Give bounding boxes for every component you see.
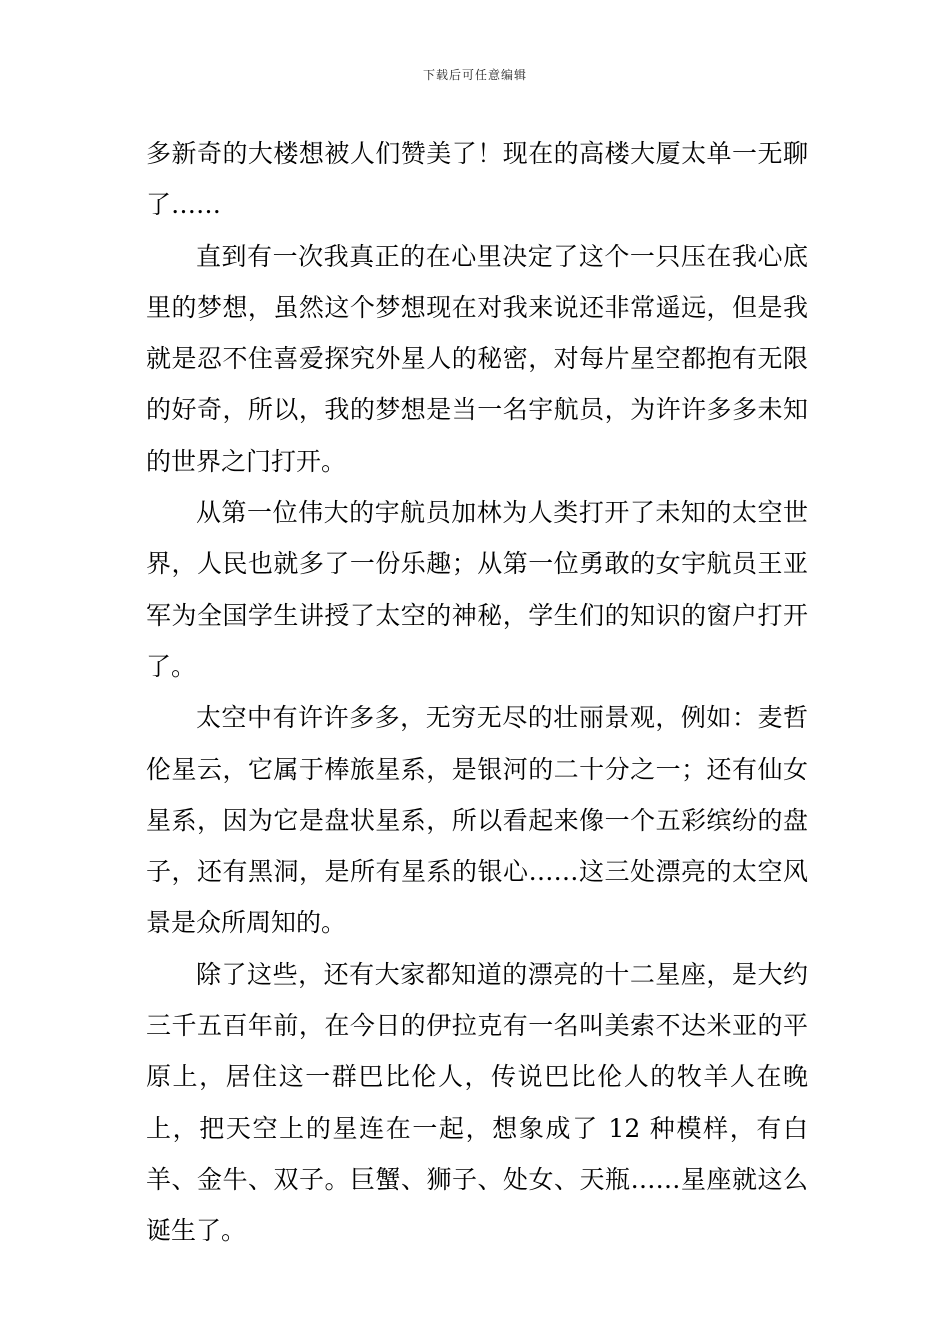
document-body (146, 128, 808, 1257)
paragraph-continuation: 多新奇的大楼想被人们赞美了！现在的高楼大厦太单一无聊了…… (146, 139, 808, 220)
paragraph-dream: 直到有一次我真正的在心里决定了这个一只压在我心底里的梦想，虽然这个梦想现在对我来说还非常遥远，但是我就是忍不住喜爱探究外星人的秘密，对每片星空都抱有无限的好奇，所以，我的梦想是当一名宇航员，为许许多多未知的世界之门打开。 (146, 241, 808, 476)
paragraph-space-scenery: 太空中有许许多多，无穷无尽的壮丽景观，例如：麦哲伦星云，它属于棒旅星系，是银河的二十分之一；还有仙女星系，因为它是盘状星系，所以看起来像一个五彩缤纷的盘子，还有黑洞，是所有星系的银心……这三处漂亮的太空风景是众所周知的。 (146, 703, 808, 938)
header-note: 下载后可任意编辑 (422, 68, 527, 82)
paragraph-zodiac: 除了这些，还有大家都知道的漂亮的十二星座，是大约三千五百年前，在今日的伊拉克有一名叫美索不达米亚的平原上，居住这一群巴比伦人，传说巴比伦人的牧羊人在晚上，把天空上的星连在一起，想象成了 12 种模样，有白羊、金牛、双子。巨蟹、狮子、处女、天瓶……星座就这么诞生了。 (146, 959, 808, 1246)
paragraph-astronauts: 从第一位伟大的宇航员加林为人类打开了未知的太空世界，人民也就多了一份乐趣；从第一位勇敢的女宇航员王亚军为全国学生讲授了太空的神秘，学生们的知识的窗户打开了。 (146, 498, 808, 681)
